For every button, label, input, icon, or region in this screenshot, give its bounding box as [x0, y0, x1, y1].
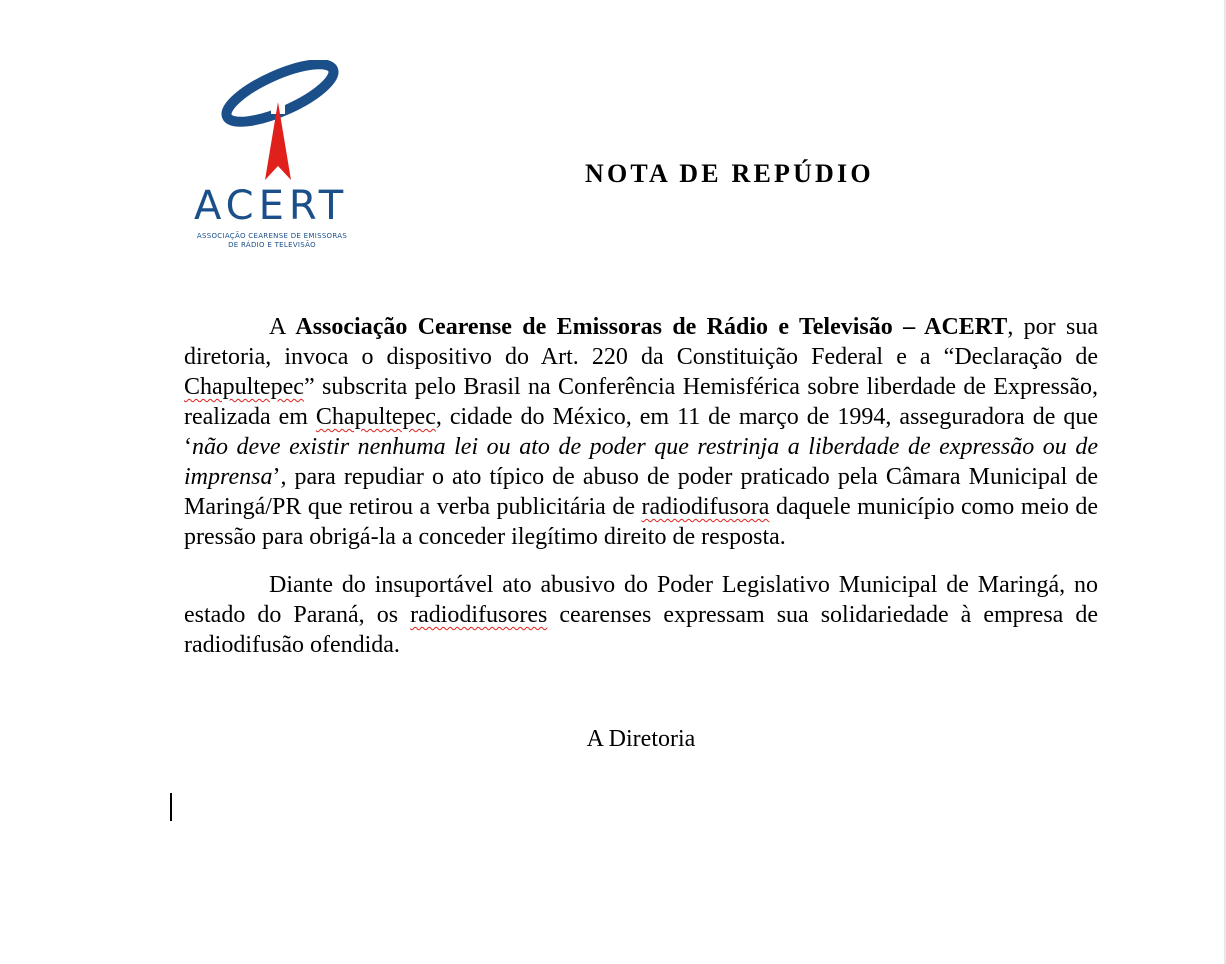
paragraph-1[interactable] — [184, 312, 1098, 552]
logo-wordmark: ACERT — [194, 183, 349, 229]
p1-italic-quote: não deve existir nenhuma lei ou ato de poder que restrinja a liberdade de expressão ou de imprensa — [184, 434, 1098, 490]
p1-text-6: daquele município como meio de pressão para obrigá-la a conceder ilegítimo direito de resposta. — [184, 494, 1098, 550]
acert-logo — [190, 60, 355, 255]
p1-text-3: ” subscrita pelo Brasil na Conferência Hemisférica sobre liberdade de Expressão, realizada em — [184, 374, 1098, 430]
p1-text-5: ’, para repudiar o ato típico de abuso de poder praticado pela Câmara Municipal de Maringá/PR que retirou a verba publicitária de — [184, 464, 1098, 520]
logo-subtitle-line2: DE RÁDIO E TELEVISÃO — [228, 241, 316, 249]
p1-text-1: A — [269, 314, 296, 340]
p1-text-4: , cidade do México, em 11 de março de 1994, asseguradora de que ‘ — [184, 404, 1098, 460]
spellcheck-word[interactable]: radiodifusora — [641, 494, 770, 520]
document-title: NOTA DE REPÚDIO — [585, 159, 874, 188]
p1-text-2: , por sua diretoria, invoca o dispositivo do Art. 220 da Constituição Federal e a “Declaração de — [184, 314, 1099, 370]
text-cursor[interactable] — [170, 793, 172, 821]
paragraph-2[interactable] — [184, 570, 1098, 660]
p2-text-1: Diante do insuportável ato abusivo do Poder Legislativo Municipal de Maringá, no estado do Paraná, os — [184, 572, 1098, 628]
logo-subtitle — [194, 232, 350, 250]
p2-text-2: cearenses expressam sua solidariedade à empresa de radiodifusão ofendida. — [184, 602, 1099, 658]
spellcheck-word[interactable]: Chapultepec — [184, 374, 304, 400]
logo-subtitle-line1: ASSOCIAÇÃO CEARENSE DE EMISSORAS — [196, 232, 348, 240]
signature: A Diretoria — [586, 726, 696, 752]
spellcheck-word[interactable]: Chapultepec — [315, 404, 436, 430]
p1-bold-association: Associação Cearense de Emissoras de Rádio e Televisão – ACERT — [295, 314, 1008, 340]
document-body[interactable] — [184, 312, 1098, 660]
antenna-logo-icon — [190, 60, 355, 190]
spellcheck-word[interactable]: radiodifusores — [410, 602, 548, 628]
